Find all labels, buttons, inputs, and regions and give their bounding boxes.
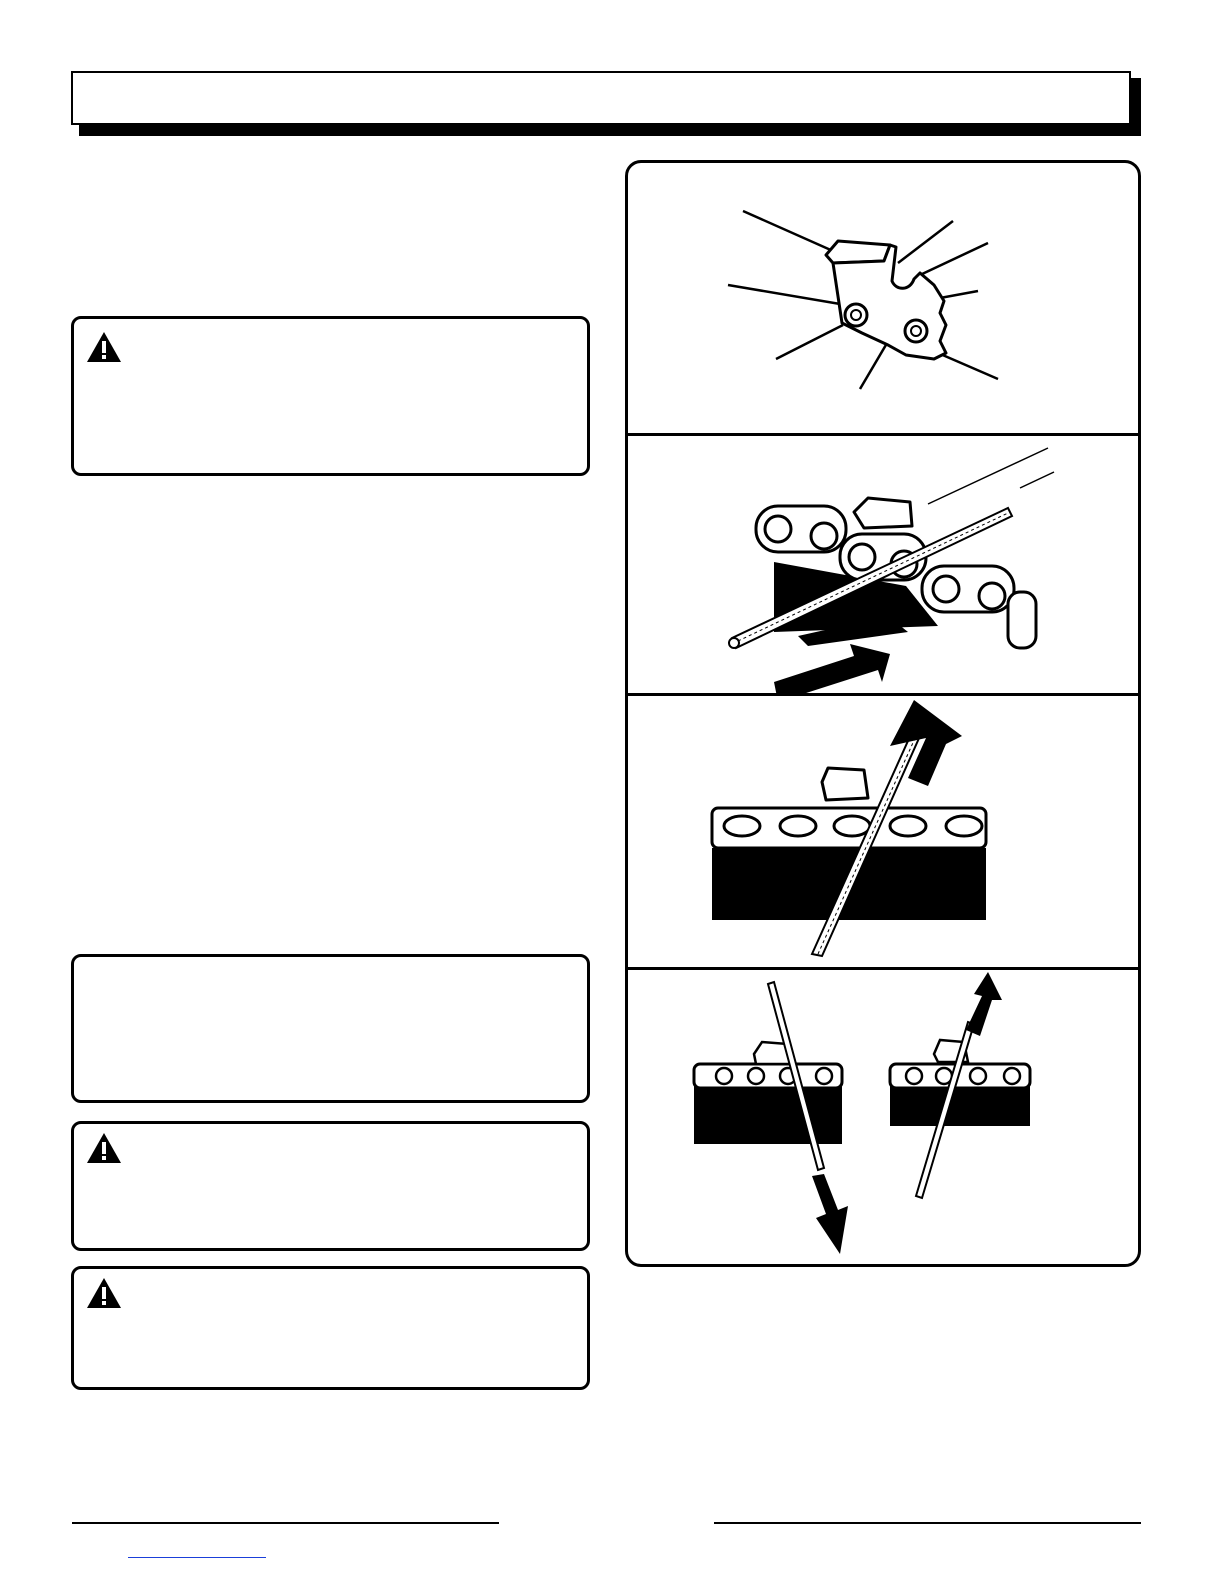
note-box	[71, 954, 590, 1103]
file-angle-diagram	[628, 696, 1138, 967]
direction-arrow-icon	[812, 1174, 848, 1254]
footer-link-underline[interactable]	[128, 1557, 266, 1558]
warning-triangle-icon	[86, 1277, 122, 1309]
footer-rule-right	[714, 1522, 1141, 1524]
file-sharpening-diagram	[628, 436, 1138, 693]
footer-rule-left	[72, 1522, 499, 1524]
direction-arrow-icon	[966, 972, 1002, 1036]
warning-triangle-icon	[86, 1132, 122, 1164]
figure-panel	[625, 160, 1141, 1267]
warning-triangle-icon	[86, 331, 122, 363]
warning-box-1	[71, 316, 590, 476]
chain-cutter-diagram	[628, 163, 1138, 433]
file-comparison-diagram	[628, 970, 1138, 1264]
warning-box-2	[71, 1121, 590, 1251]
section-title-bar	[71, 71, 1131, 125]
warning-box-3	[71, 1266, 590, 1390]
direction-arrow-icon	[774, 644, 890, 693]
